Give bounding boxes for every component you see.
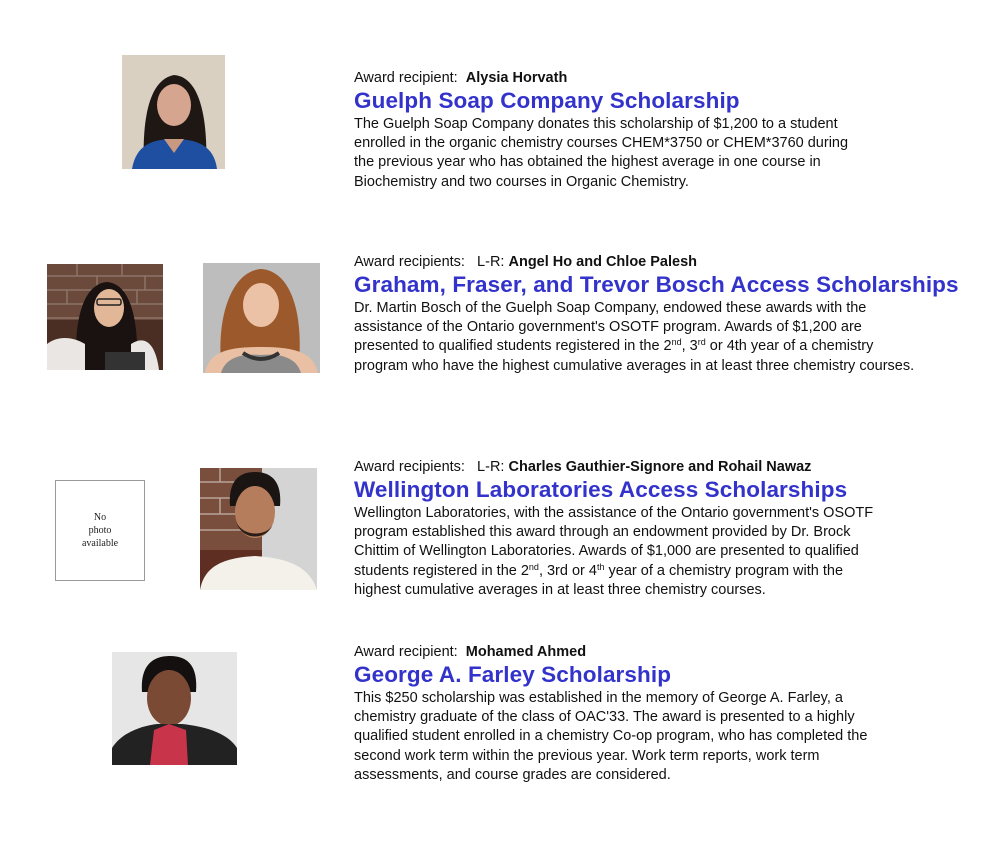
- ordinal-suffix: rd: [697, 337, 706, 348]
- description-line: Biochemistry and two courses in Organic Chemistry.: [354, 173, 689, 190]
- description-line: assistance of the Ontario government's OSOTF program. Awards of $1,200 are: [354, 319, 862, 336]
- recipient-label: Award recipients:: [354, 459, 465, 475]
- description-line: This $250 scholarship was established in the memory of George A. Farley, a: [354, 690, 843, 706]
- text-run: , 3: [681, 338, 698, 355]
- award-description: [354, 115, 848, 192]
- ordinal-suffix: nd: [671, 337, 682, 348]
- award-description: [354, 504, 873, 600]
- award-recipient-line: [354, 643, 867, 661]
- description-line: the previous year who has obtained the highest average in one course in: [354, 154, 821, 171]
- recipient-photo-alysia-horvath: [122, 55, 225, 169]
- description-line: program established this award through an endowment provided by Dr. Brock: [354, 524, 851, 541]
- award-entry-wellington-labs: [354, 458, 873, 600]
- recipient-order: L-R:: [477, 254, 505, 270]
- description-line: enrolled in the organic chemistry courses CHEM*3750 or CHEM*3760 during: [354, 135, 849, 152]
- award-recipient-line: [354, 69, 848, 87]
- recipient-order: L-R:: [477, 459, 505, 475]
- recipient-names: Mohamed Ahmed: [465, 644, 587, 660]
- award-description: [354, 689, 867, 785]
- placeholder-text: available: [81, 538, 119, 549]
- recipient-photo-chloe-palesh: [203, 263, 320, 373]
- recipient-label: Award recipient:: [354, 644, 458, 660]
- award-entry-george-farley: [354, 643, 867, 785]
- recipient-label: Award recipient:: [354, 70, 458, 86]
- text-run: students registered in the 2: [354, 562, 529, 579]
- description-line: qualified student enrolled in a chemistry Co-op program, who has completed the: [354, 728, 868, 745]
- ordinal-suffix: th: [596, 561, 605, 572]
- text-run: year of a chemistry program with the: [604, 562, 844, 579]
- description-line: assessments, and course grades are considered.: [354, 766, 671, 783]
- award-entry-guelph-soap: [354, 69, 848, 192]
- description-line: [354, 562, 873, 581]
- award-title: George A. Farley Scholarship: [354, 662, 672, 687]
- description-line: chemistry graduate of the class of OAC'33. The award is presented to a highly: [354, 709, 855, 726]
- description-line: Dr. Martin Bosch of the Guelph Soap Company, endowed these awards with the: [354, 300, 867, 316]
- recipient-photo-rohail-nawaz: [200, 468, 317, 590]
- recipient-photo-mohamed-ahmed: [112, 652, 237, 765]
- description-line: program who have the highest cumulative averages in at least three chemistry courses.: [354, 357, 915, 374]
- description-line: The Guelph Soap Company donates this scholarship of $1,200 to a student: [354, 116, 838, 132]
- award-recipient-line: [354, 253, 959, 271]
- award-description: [354, 299, 959, 376]
- portrait-image: [122, 55, 225, 169]
- award-title: Guelph Soap Company Scholarship: [354, 88, 740, 113]
- ordinal-suffix: nd: [528, 561, 539, 572]
- award-recipient-line: [354, 458, 873, 476]
- recipient-names: Charles Gauthier-Signore and Rohail Nawaz: [508, 459, 812, 475]
- description-line: Wellington Laboratories, with the assistance of the Ontario government's OSOTF: [354, 505, 874, 521]
- portrait-image: [112, 652, 237, 765]
- description-line: second work term within the previous year. Work term reports, work term: [354, 747, 820, 764]
- portrait-image: [203, 263, 320, 373]
- award-title: Wellington Laboratories Access Scholarships: [354, 477, 848, 502]
- placeholder-text: No: [93, 512, 107, 523]
- recipient-photo-angel-ho: [47, 264, 163, 370]
- text-run: , 3rd or 4: [538, 562, 597, 579]
- text-run: presented to qualified students registered in the 2: [354, 338, 672, 355]
- award-title: Graham, Fraser, and Trevor Bosch Access Scholarships: [354, 272, 959, 297]
- text-run: or 4th year of a chemistry: [705, 338, 874, 355]
- portrait-image: [47, 264, 163, 370]
- description-line: Chittim of Wellington Laboratories. Awards of $1,000 are presented to qualified: [354, 543, 859, 560]
- description-line: [354, 337, 959, 356]
- no-photo-placeholder: [55, 480, 145, 581]
- portrait-image: [200, 468, 317, 590]
- recipient-label: Award recipients:: [354, 254, 465, 270]
- description-line: highest cumulative averages in at least three chemistry courses.: [354, 581, 766, 598]
- placeholder-text: photo: [88, 525, 112, 536]
- recipient-names: Alysia Horvath: [465, 70, 568, 86]
- recipient-names: Angel Ho and Chloe Palesh: [508, 254, 698, 270]
- award-entry-bosch-access: [354, 253, 959, 376]
